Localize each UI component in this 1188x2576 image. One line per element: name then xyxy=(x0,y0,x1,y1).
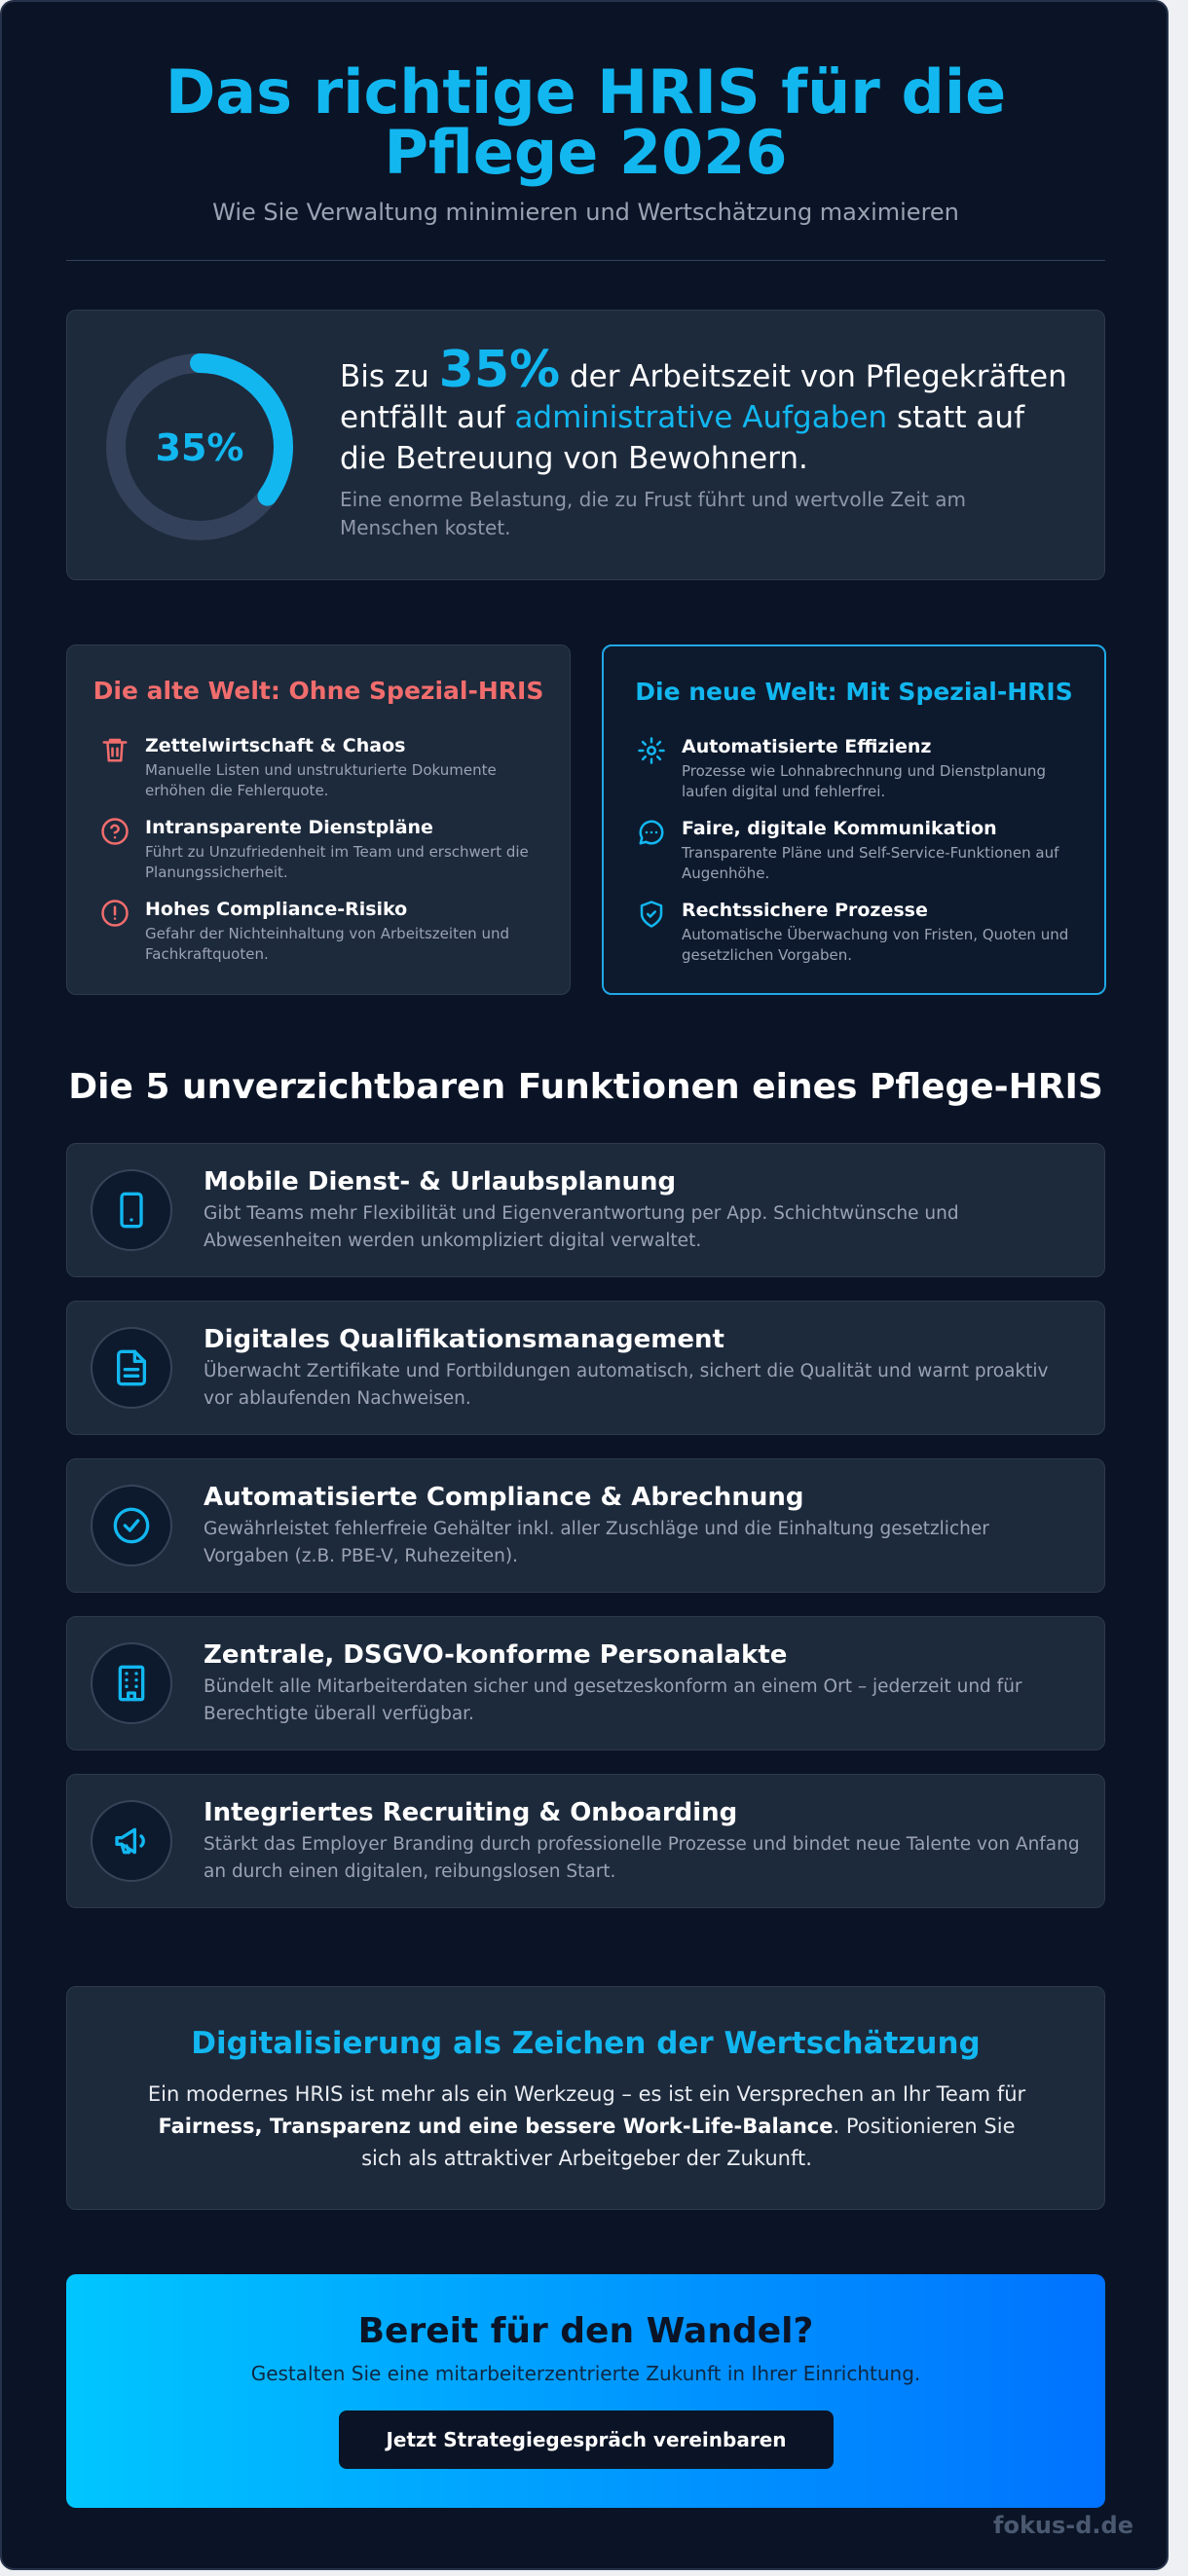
feature-desc: Bündelt alle Mitarbeiterdaten sicher und gesetzeskonform an einem Ort – jederzeit und für Berechtigte überall verfügbar. xyxy=(204,1676,1022,1724)
old-world-item-title: Intransparente Dienstpläne xyxy=(145,817,433,838)
feature-title: Zentrale, DSGVO-konforme Personalakte xyxy=(204,1640,788,1670)
features-heading: Die 5 unverzichtbaren Funktionen eines Pflege-HRIS xyxy=(68,1067,1103,1107)
cta-banner xyxy=(66,2274,1105,2508)
new-world-title: Die neue Welt: Mit Spezial-HRIS xyxy=(635,678,1073,706)
alert-icon xyxy=(100,899,130,928)
feature-icon-badge xyxy=(91,1169,172,1251)
brand-footer: fokus-d.de xyxy=(993,2512,1133,2539)
new-world-item-title: Automatisierte Effizienz xyxy=(682,736,932,757)
feature-card xyxy=(66,1301,1105,1435)
value-text-post: . Positionieren Sie sich als attraktiver Arbeitgeber der Zukunft. xyxy=(361,2115,1016,2170)
feature-icon-badge xyxy=(91,1800,172,1882)
stat-subtext: Eine enorme Belastung, die zu Frust führt und wertvolle Zeit am Menschen kostet. xyxy=(340,488,966,539)
feature-title: Digitales Qualifikationsmanagement xyxy=(204,1325,724,1354)
building-icon xyxy=(112,1664,151,1703)
old-world-item-desc: Führt zu Unzufriedenheit im Team und erschwert die Planungssicherheit. xyxy=(145,843,529,881)
value-text-bold: Fairness, Transparenz und eine bessere Work-Life-Balance xyxy=(158,2115,834,2138)
strategy-call-button[interactable]: Jetzt Strategiegespräch vereinbaren xyxy=(339,2410,834,2469)
old-world-item-desc: Gefahr der Nichteinhaltung von Arbeitszeiten und Fachkraftquoten. xyxy=(145,925,509,963)
value-title: Digitalisierung als Zeichen der Wertschätzung xyxy=(191,2026,981,2061)
stat-highlight-phrase: administrative Aufgaben xyxy=(514,400,888,435)
old-world-card xyxy=(66,644,571,995)
old-world-title: Die alte Welt: Ohne Spezial-HRIS xyxy=(93,677,544,705)
smartphone-icon xyxy=(112,1191,151,1230)
stat-text-post: statt auf die Betreuung von Bewohnern. xyxy=(340,400,1024,476)
megaphone-icon xyxy=(112,1822,151,1860)
feature-title: Automatisierte Compliance & Abrechnung xyxy=(204,1483,804,1512)
donut-chart xyxy=(104,351,295,542)
value-text-pre: Ein modernes HRIS ist mehr als ein Werkzeug – es ist ein Versprechen an Ihr Team für xyxy=(147,2082,1026,2106)
feature-icon-badge xyxy=(91,1327,172,1409)
donut-label: 35% xyxy=(155,426,244,469)
value-text xyxy=(145,2079,1028,2175)
document-icon xyxy=(112,1348,151,1387)
cta-subtitle: Gestalten Sie eine mitarbeiterzentrierte Zukunft in Ihrer Einrichtung. xyxy=(250,2362,921,2385)
old-world-item-title: Hohes Compliance-Risiko xyxy=(145,899,408,920)
new-world-item-desc: Transparente Pläne und Self-Service-Funktionen auf Augenhöhe. xyxy=(682,844,1059,882)
feature-card xyxy=(66,1458,1105,1593)
header-divider xyxy=(66,260,1105,261)
feature-card xyxy=(66,1143,1105,1277)
check-circle-icon xyxy=(112,1506,151,1545)
page-subtitle: Wie Sie Verwaltung minimieren und Wertschätzung maximieren xyxy=(212,199,959,226)
feature-card xyxy=(66,1774,1105,1908)
stat-card xyxy=(66,310,1105,580)
value-card xyxy=(66,1986,1105,2210)
page-title xyxy=(66,56,1105,188)
new-world-item-desc: Automatische Überwachung von Fristen, Quoten und gesetzlichen Vorgaben. xyxy=(682,926,1069,964)
feature-icon-badge xyxy=(91,1642,172,1724)
feature-title: Mobile Dienst- & Urlaubsplanung xyxy=(204,1167,677,1196)
cta-title: Bereit für den Wandel? xyxy=(357,2311,814,2351)
shield-check-icon xyxy=(637,900,666,929)
stat-statement xyxy=(340,341,1080,479)
new-world-item-title: Rechtssichere Prozesse xyxy=(682,900,928,921)
stat-highlight-number: 35% xyxy=(438,341,561,399)
feature-card xyxy=(66,1616,1105,1750)
feature-desc: Gewährleistet fehlerfreie Gehälter inkl. aller Zuschläge und die Einhaltung gesetzlicher Vorgaben (z.B. PBE-V, Ruhezeiten). xyxy=(204,1519,989,1566)
title-line-1: Das richtige HRIS für die xyxy=(165,56,1007,128)
feature-desc: Stärkt das Employer Branding durch professionelle Prozesse und bindet neue Talente von Anfang an durch einen digitalen, reibungslosen Start. xyxy=(204,1834,1080,1882)
feature-desc: Gibt Teams mehr Flexibilität und Eigenverantwortung per App. Schichtwünsche und Abwesenheiten werden unkompliziert digital verwaltet. xyxy=(204,1203,959,1251)
old-world-item-desc: Manuelle Listen und unstrukturierte Dokumente erhöhen die Fehlerquote. xyxy=(145,761,497,799)
stat-text-mid: der Arbeitszeit von Pflegekräften entfällt auf xyxy=(340,359,1067,435)
feature-desc: Überwacht Zertifikate und Fortbildungen automatisch, sichert die Qualität und warnt proaktiv vor ablaufenden Nachweisen. xyxy=(204,1361,1049,1409)
gear-icon xyxy=(637,736,666,765)
trash-icon xyxy=(100,735,130,764)
chat-icon xyxy=(637,818,666,847)
question-icon xyxy=(100,817,130,846)
title-line-2: Pflege 2026 xyxy=(384,117,788,188)
feature-icon-badge xyxy=(91,1485,172,1566)
stat-text-pre: Bis zu xyxy=(340,359,439,394)
new-world-item-title: Faire, digitale Kommunikation xyxy=(682,818,997,839)
feature-title: Integriertes Recruiting & Onboarding xyxy=(204,1798,738,1827)
new-world-item-desc: Prozesse wie Lohnabrechnung und Dienstplanung laufen digital und fehlerfrei. xyxy=(682,762,1046,800)
new-world-card xyxy=(602,644,1106,995)
old-world-item-title: Zettelwirtschaft & Chaos xyxy=(145,735,406,756)
